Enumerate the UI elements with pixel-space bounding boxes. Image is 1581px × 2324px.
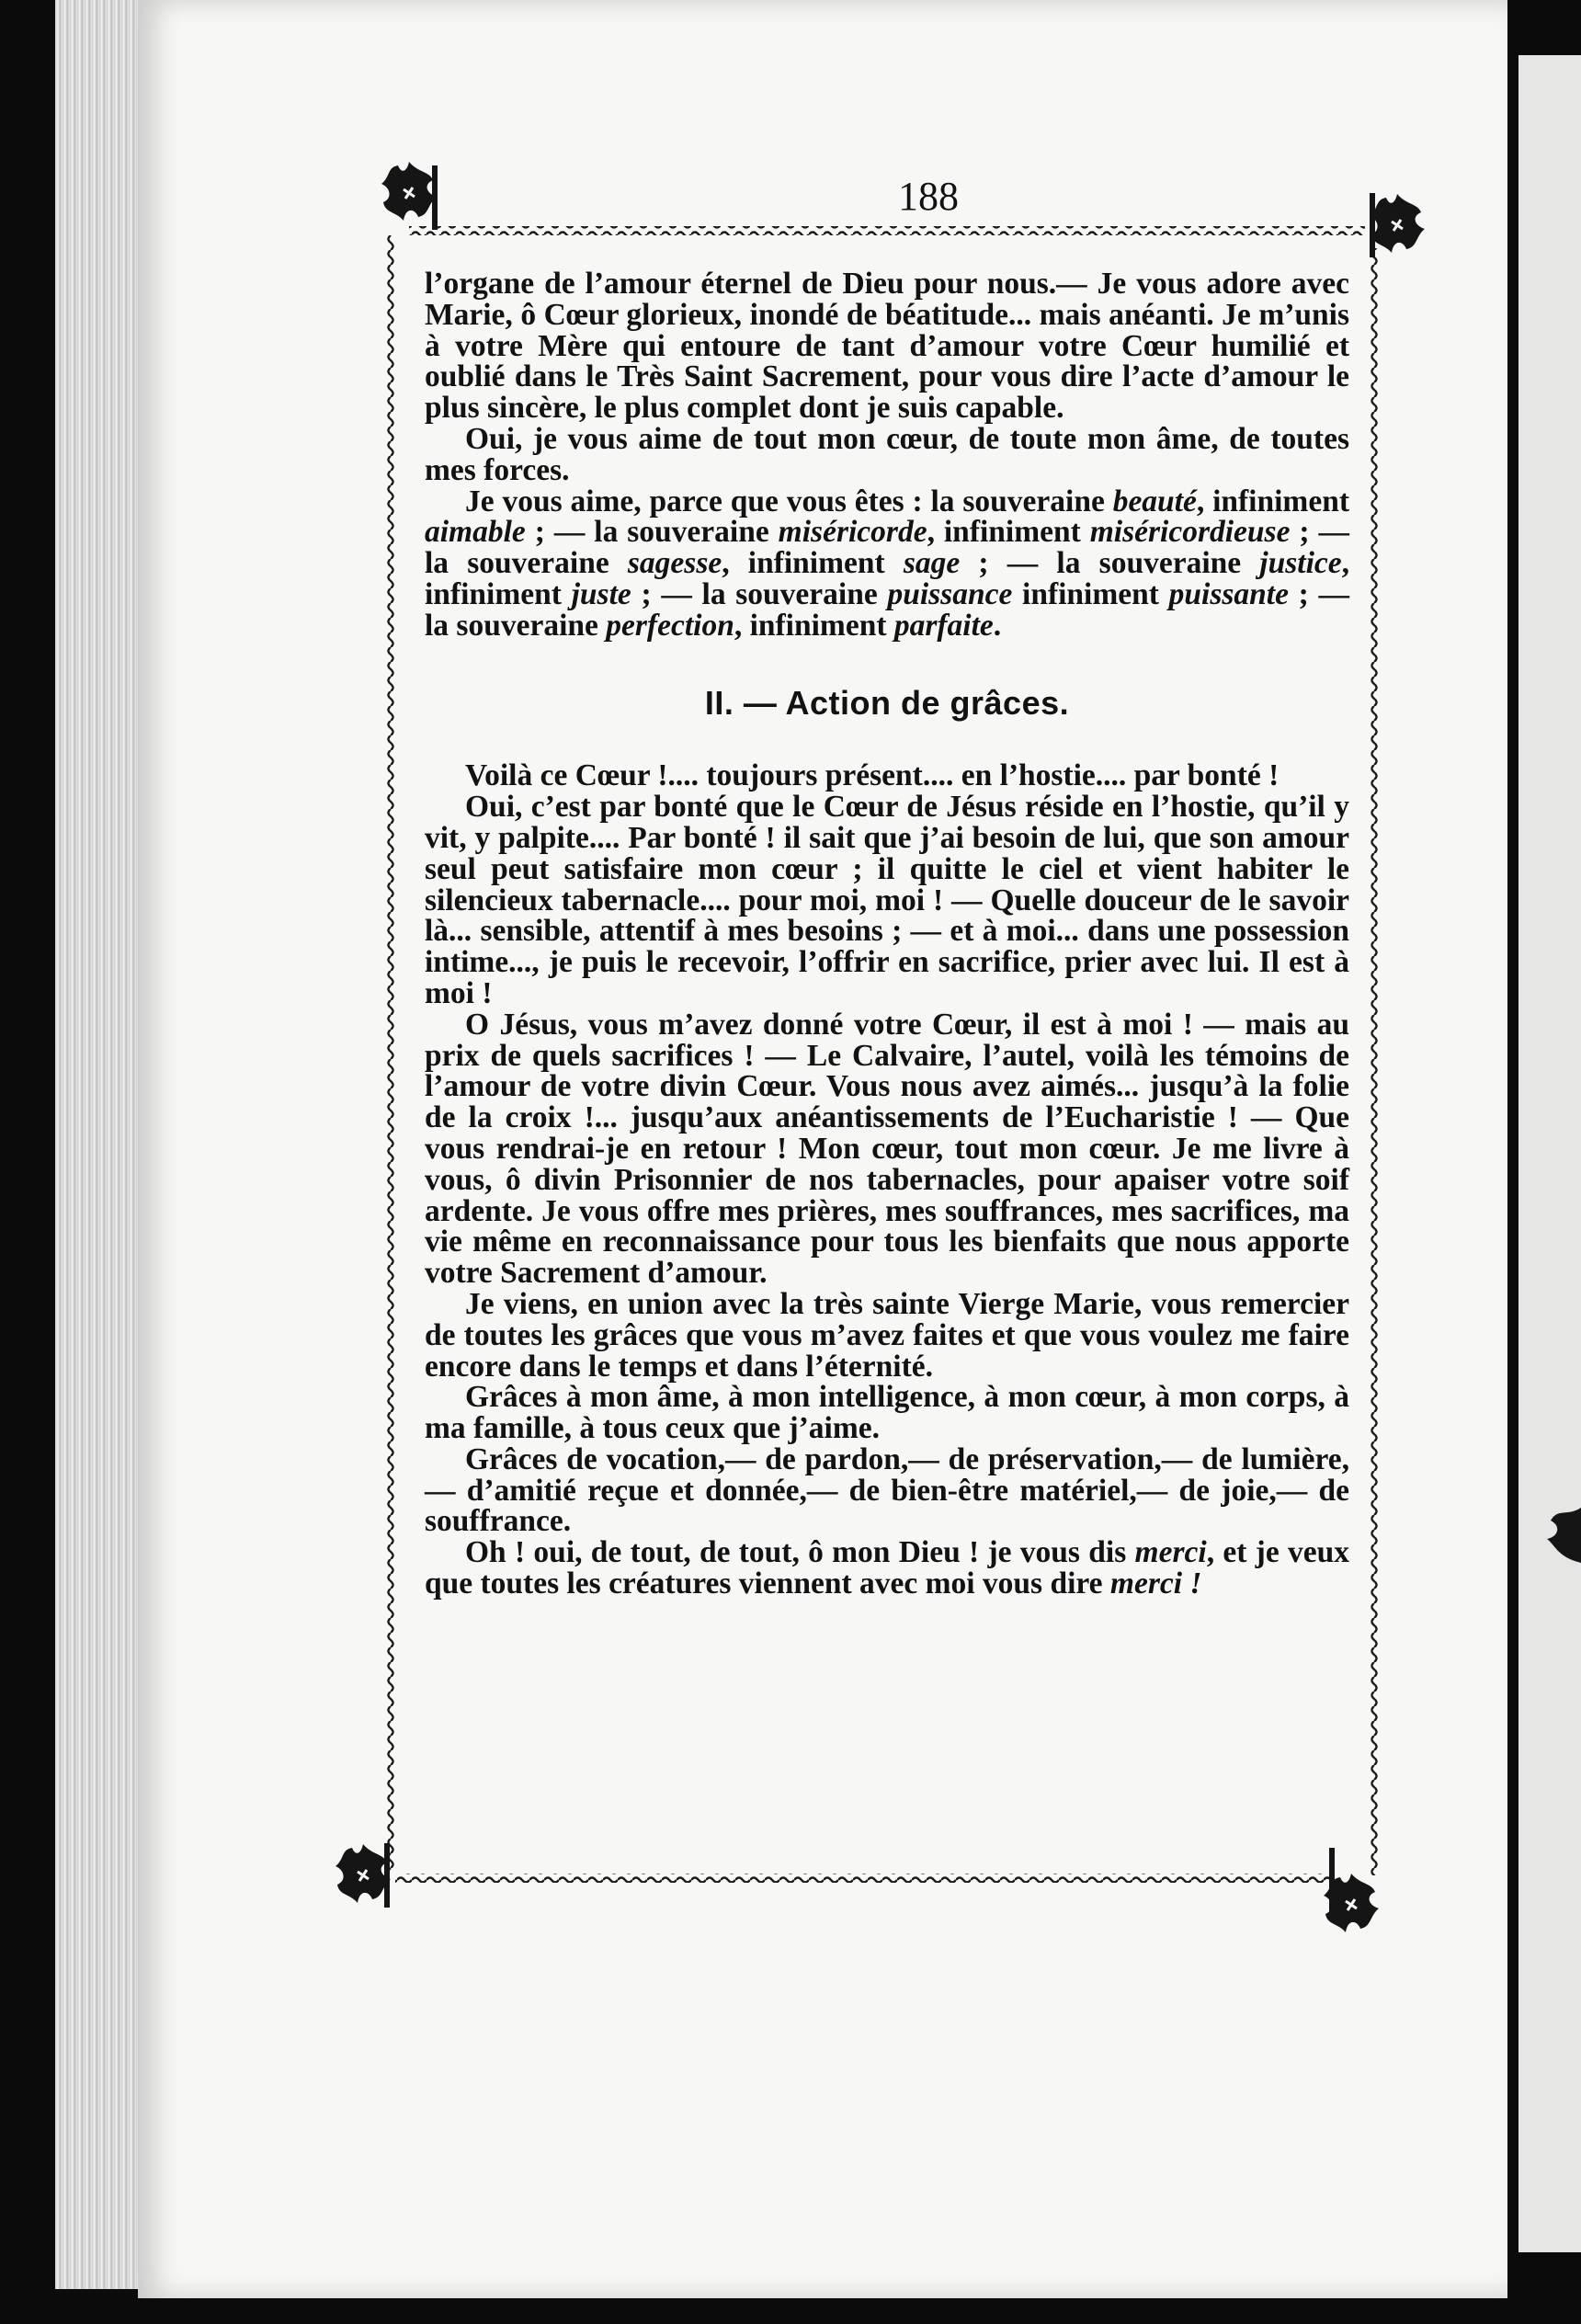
- paragraph: l’organe de l’amour éternel de Dieu pour nous.— Je vous adore avec Marie, ô Cœur glorieux, inondé de béatitude... mais anéanti. Je m’unis à votre Mère qui entoure de tant d’amour votre Cœur humilié et oublié dans le Très Saint Sacrement, pour vous dire l’acte d’amour le plus sincère, le plus complet dont je suis capable.: [425, 267, 1349, 426]
- section-heading: II. — Action de grâces.: [704, 683, 1070, 722]
- paragraph: Voilà ce Cœur !.... toujours présent.... en l’hostie.... par bonté !: [465, 758, 1280, 793]
- facing-page-ornament-icon: [1540, 1498, 1581, 1572]
- paragraph: O Jésus, vous m’avez donné votre Cœur, il est à moi ! — mais au prix de quels sacrifices ! — Le Calvaire, l’autel, voilà les témoins de l’amour de votre divin Cœur. Vous nous avez aimés... jusqu’à la folie de la croix !... jusqu’aux anéantissements de l’Eucharistie ! — Que vous rendrai-je en retour ! Mon cœur, tout mon cœur. Je me livre à vous, ô divin Prisonnier de nos tabernacles, pour apaiser votre soif ardente. Je vous offre mes prières, mes souffrances, mes sacrifices, ma vie même en reconnaissance pour tous les bienfaits que nous apporte votre Sacrement d’amour.: [425, 1007, 1349, 1291]
- paragraph: Grâces de vocation,— de pardon,— de préservation,— de lumière,— d’amitié reçue et donnée,— de bien-être matériel,— de joie,— de souffrance.: [425, 1441, 1349, 1539]
- paragraph: Je viens, en union avec la très sainte Vierge Marie, vous remercier de toutes les grâces que vous m’avez faites et que vous voulez me faire encore dans le temps et dans l’éternité.: [425, 1286, 1349, 1384]
- facing-page-edge: [1518, 55, 1581, 2252]
- paragraph: Oui, je vous aime de tout mon cœur, de toute mon âme, de toutes mes forces.: [425, 421, 1349, 487]
- page-text: [425, 268, 1349, 1600]
- page-number: 188: [898, 174, 959, 219]
- paragraph: Je vous aime, parce que vous êtes : la souveraine beauté, infiniment aimable ; — la souveraine miséricorde, infiniment miséricordieuse ; — la souveraine sagesse, infiniment sage ; — la souveraine justice, infiniment juste ; — la souveraine puissance infiniment puissante ; — la souveraine perfection, infiniment parfaite.: [425, 484, 1350, 643]
- paragraph: Grâces à mon âme, à mon intelligence, à mon cœur, à mon corps, à ma famille, à tous ceux que j’aime.: [425, 1380, 1349, 1446]
- paragraph: Oui, c’est par bonté que le Cœur de Jésus réside en l’hostie, qu’il y vit, y palpite.... Par bonté ! il sait que j’ai besoin de lui, que son amour seul peut satisfaire mon cœur ; il quitte le ciel et vient habiter le silencieux tabernacle.... pour moi, moi ! — Quelle douceur de le savoir là... sensible, attentif à mes besoins ; — et à moi... dans une possession intime..., je puis le recevoir, l’offrir en sacrifice, prier avec lui. Il est à moi !: [425, 790, 1349, 1010]
- paragraph: Oh ! oui, de tout, de tout, ô mon Dieu ! je vous dis merci, et je veux que toutes les créatures viennent avec moi vous dire merci !: [425, 1535, 1349, 1601]
